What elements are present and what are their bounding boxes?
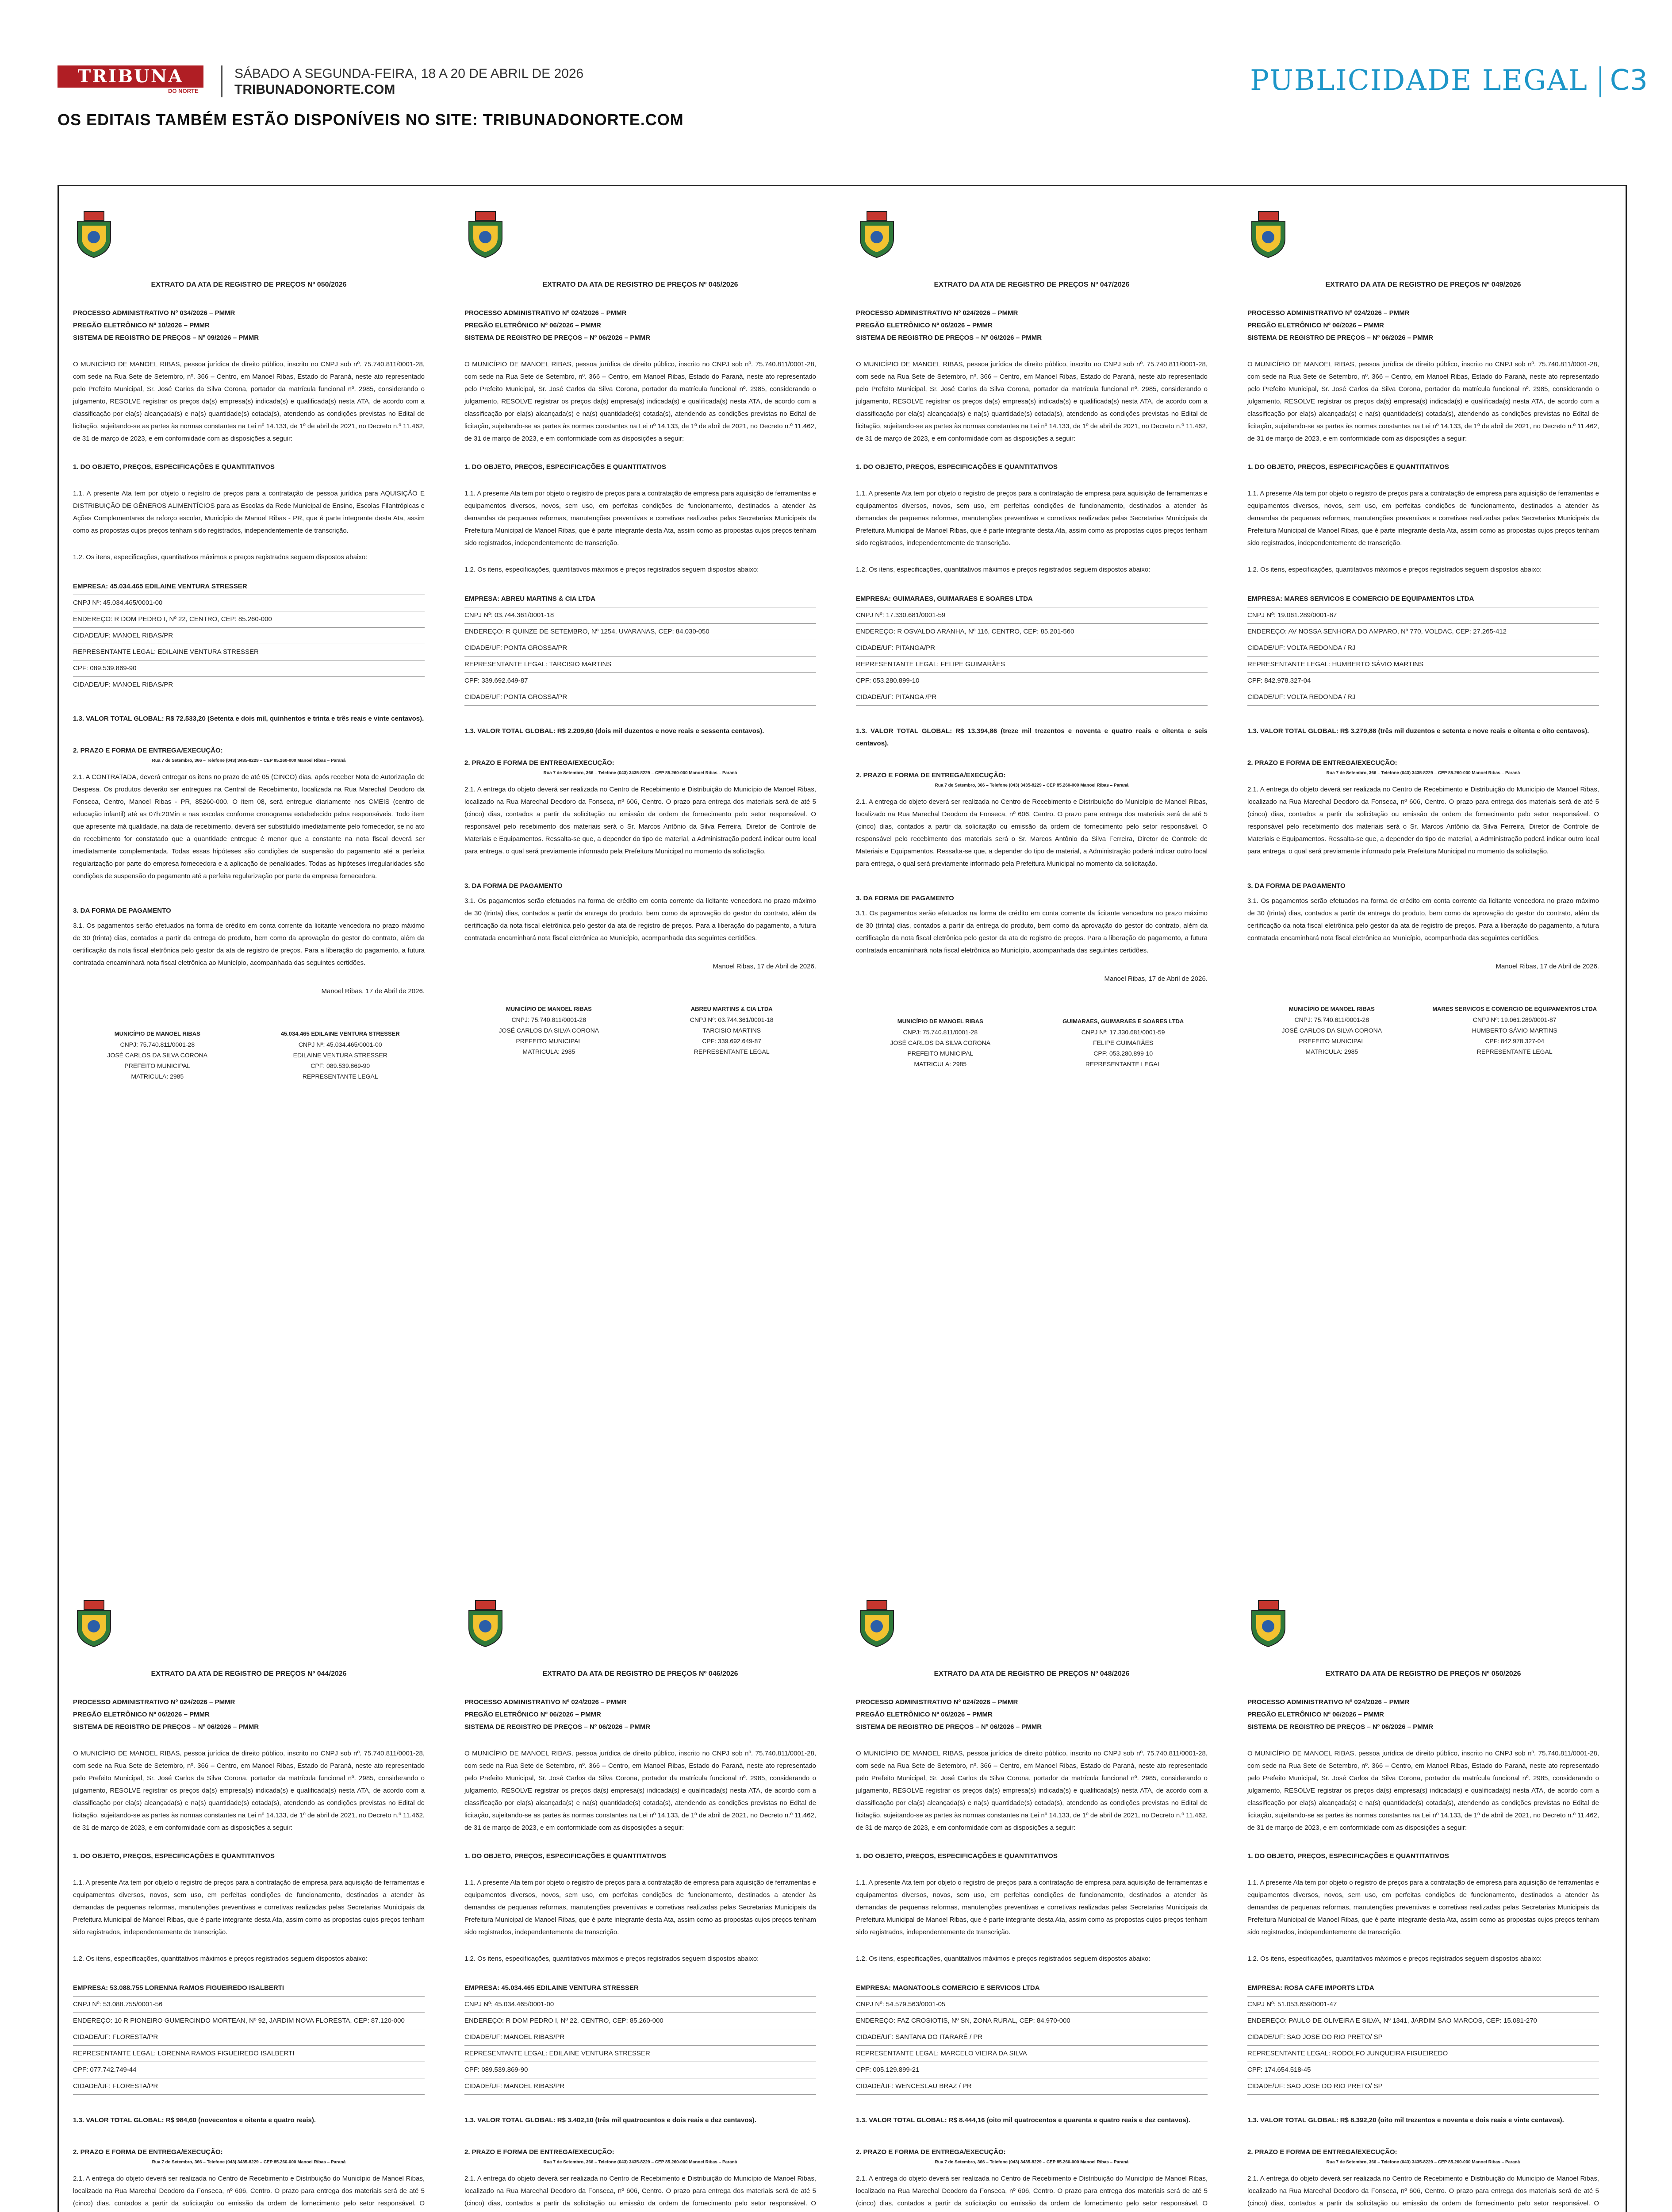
notice — [73, 208, 425, 1082]
company-cnpj: CNPJ Nº: 51.053.659/0001-47 — [1247, 1997, 1599, 2013]
delivery-address: Rua 7 de Setembro, 366 – Telefone (043) 3435-8229 – CEP 85.260-000 Manoel Ribas – Paraná — [152, 2160, 346, 2165]
items-paragraph: 1.2. Os itens, especificações, quantitativos máximos e preços registrados seguem dispostos abaixo: — [856, 566, 1150, 573]
extrato-title: EXTRATO DA ATA DE REGISTRO DE PREÇOS Nº 050/2026 — [151, 281, 347, 288]
process-number: PROCESSO ADMINISTRATIVO Nº 024/2026 – PMMR — [464, 309, 627, 317]
company-representative: REPRESENTANTE LEGAL: MARCELO VIEIRA DA SILVA — [856, 2046, 1208, 2062]
delivery-address: Rua 7 de Setembro, 366 – Telefone (043) 3435-8229 – CEP 85.260-000 Manoel Ribas – Paraná — [935, 2160, 1129, 2165]
mun-role: PREFEITO MUNICIPAL — [124, 1062, 191, 1069]
items-paragraph: 1.2. Os itens, especificações, quantitativos máximos e preços registrados seguem dispostos abaixo: — [73, 1955, 368, 1962]
notice-header — [1247, 1597, 1599, 1663]
extrato-title: EXTRATO DA ATA DE REGISTRO DE PREÇOS Nº 048/2026 — [934, 1670, 1130, 1678]
intro-paragraph: O MUNICÍPIO DE MANOEL RIBAS, pessoa jurídica de direito público, inscrito no CNPJ sob nº. 75.740.811/0001-28, com sede na Rua Sete de Setembro, nº. 366 – Centro, em Manoel Ribas, Estado do Paraná, neste ato representado pelo Prefeito Municipal, Sr. José Carlos da Silva Corona, portador da matrícula funcional nº. 2985, considerando o julgamento, RESOLVE registrar os preços da(s) empresa(s) indicada(s) e qualificada(s) nesta ATA, de acordo com a classificação por ela(s) alcançada(s) e na(s) quantidade(s) cotada(s), atendendo as condições previstas no Edital de licitação, sujeitando-se as partes às normas constantes na Lei nº 14.133, de 1º de abril de 2021, no Decreto n.º 11.462, de 31 de março de 2023, e em conformidade com as disposições a seguir: — [73, 361, 425, 442]
company-cnpj: CNPJ Nº: 03.744.361/0001-18 — [464, 607, 816, 624]
sig-company-rep: HUMBERTO SÁVIO MARTINS — [1472, 1027, 1557, 1034]
company-cpf: CPF: 174.654.518-45 — [1247, 2062, 1599, 2078]
process-number: PROCESSO ADMINISTRATIVO Nº 034/2026 – PMMR — [73, 309, 235, 317]
company-cnpj: CNPJ Nº: 53.088.755/0001-56 — [73, 1997, 425, 2013]
company-city-2: CIDADE/UF: PITANGA /PR — [856, 689, 1208, 706]
company-address: ENDEREÇO: 10 R PIONEIRO GUMERCINDO MORTEAN, Nº 92, JARDIM NOVA FLORESTA, CEP: 87.120-000 — [73, 2013, 425, 2029]
items-paragraph: 1.2. Os itens, especificações, quantitativos máximos e preços registrados seguem dispostos abaixo: — [73, 553, 368, 561]
company-representative: REPRESENTANTE LEGAL: EDILAINE VENTURA STRESSER — [464, 2046, 816, 2062]
delivery-paragraph: 2.1. A entrega do objeto deverá ser realizada no Centro de Recebimento e Distribuição do Município de Manoel Ribas, localizado na Rua Marechal Deodoro da Fonseca, nº 606, Centro. O prazo para entrega dos materiais será de até 5 (cinco) dias, contados a partir da solicitação ou emissão da ordem de fornecimento pelo setor responsável. O responsável pelo recebimento dos materiais será o Sr. Marcos Antônio da Silva Ferreira, Diretor de Controle de Materiais e Equipamentos. Ressalta-se que, a depender do tipo de material, a Administração poderá indicar outro local para entrega, o qual será previamente informado pela Prefeitura Municipal no momento da solicitação. — [1247, 786, 1599, 855]
company-block — [1247, 1980, 1599, 2095]
items-paragraph: 1.2. Os itens, especificações, quantitativos máximos e preços registrados seguem dispostos abaixo: — [1247, 1955, 1542, 1962]
signature-municipality — [1247, 1004, 1416, 1057]
total-value: 1.3. VALOR TOTAL GLOBAL: R$ 72.533,20 (Setenta e dois mil, quinhentos e trinta e três reais e vinte centavos). — [73, 715, 424, 722]
process-number: PROCESSO ADMINISTRATIVO Nº 024/2026 – PMMR — [856, 1698, 1018, 1706]
company-name: EMPRESA: GUIMARAES, GUIMARAES E SOARES LTDA — [856, 591, 1208, 607]
crest-icon — [1247, 1597, 1289, 1648]
sig-company-role: REPRESENTANTE LEGAL — [302, 1073, 378, 1080]
section-1-title: 1. DO OBJETO, PREÇOS, ESPECIFICAÇÕES E QUANTITATIVOS — [856, 463, 1058, 471]
notice — [856, 1597, 1208, 2212]
mun-cnpj: CNPJ: 75.740.811/0001-28 — [1294, 1016, 1369, 1023]
sig-company-name: MARES SERVICOS E COMERCIO DE EQUIPAMENTOS LTDA — [1432, 1006, 1597, 1012]
process-number: PROCESSO ADMINISTRATIVO Nº 024/2026 – PMMR — [464, 1698, 627, 1706]
site-link[interactable]: TRIBUNADONORTE.COM — [234, 82, 395, 97]
delivery-address: Rua 7 de Setembro, 366 – Telefone (043) 3435-8229 – CEP 85.260-000 Manoel Ribas – Paraná — [1326, 771, 1520, 776]
sig-company-cpf: CPF: 053.280.899-10 — [1093, 1050, 1153, 1057]
company-address: ENDEREÇO: R DOM PEDRO I, Nº 22, CENTRO, CEP: 85.260-000 — [73, 611, 425, 628]
srp-number: SISTEMA DE REGISTRO DE PREÇOS – Nº 06/2026 – PMMR — [856, 334, 1042, 342]
section-1-title: 1. DO OBJETO, PREÇOS, ESPECIFICAÇÕES E QUANTITATIVOS — [464, 463, 666, 471]
company-city-2: CIDADE/UF: MANOEL RIBAS/PR — [464, 2078, 816, 2095]
pregao-number: PREGÃO ELETRÔNICO Nº 06/2026 – PMMR — [1247, 1711, 1384, 1718]
pregao-number: PREGÃO ELETRÔNICO Nº 06/2026 – PMMR — [856, 322, 993, 329]
place-date: Manoel Ribas, 17 de Abril de 2026. — [713, 963, 816, 970]
total-value: 1.3. VALOR TOTAL GLOBAL: R$ 984,60 (novecentos e oitenta e quatro reais). — [73, 2116, 316, 2124]
section-1-title: 1. DO OBJETO, PREÇOS, ESPECIFICAÇÕES E QUANTITATIVOS — [1247, 1852, 1449, 1860]
process-info — [73, 1696, 425, 1733]
notice-header — [856, 208, 1208, 274]
company-city: CIDADE/UF: PONTA GROSSA/PR — [464, 640, 816, 657]
signature-company — [1430, 1004, 1599, 1057]
company-name: EMPRESA: 45.034.465 EDILAINE VENTURA STRESSER — [464, 1980, 816, 1997]
srp-number: SISTEMA DE REGISTRO DE PREÇOS – Nº 06/2026 – PMMR — [856, 1723, 1042, 1731]
place-date: Manoel Ribas, 17 de Abril de 2026. — [321, 987, 425, 995]
mun-cnpj: CNPJ: 75.740.811/0001-28 — [903, 1029, 978, 1036]
sig-company-name: 45.034.465 EDILAINE VENTURA STRESSER — [280, 1030, 400, 1037]
company-city: CIDADE/UF: MANOEL RIBAS/PR — [73, 628, 425, 644]
payment-paragraph: 3.1. Os pagamentos serão efetuados na forma de crédito em conta corrente da licitante vencedora no prazo máximo de 30 (trinta) dias, contados a partir da entrega do produto, bem como da aprovação do gestor do contrato, além da certificação da nota fiscal eletrônica pelo gestor da ata de registro de preços. Para a liberação do pagamento, a futura contratada encaminhará nota fiscal eletrônica ao Município, acompanhada das seguintes certidões. — [73, 922, 425, 967]
total-value: 1.3. VALOR TOTAL GLOBAL: R$ 3.279,88 (três mil duzentos e setenta e nove reais e oitenta e oito centavos). — [1247, 727, 1589, 735]
process-info — [464, 307, 816, 344]
notice-header — [1247, 208, 1599, 274]
section-1-title: 1. DO OBJETO, PREÇOS, ESPECIFICAÇÕES E QUANTITATIVOS — [856, 1852, 1058, 1860]
section-1-title: 1. DO OBJETO, PREÇOS, ESPECIFICAÇÕES E QUANTITATIVOS — [73, 463, 275, 471]
mun-name: MUNICÍPIO DE MANOEL RIBAS — [1289, 1006, 1375, 1012]
intro-paragraph: O MUNICÍPIO DE MANOEL RIBAS, pessoa jurídica de direito público, inscrito no CNPJ sob nº. 75.740.811/0001-28, com sede na Rua Sete de Setembro, nº. 366 – Centro, em Manoel Ribas, Estado do Paraná, neste ato representado pelo Prefeito Municipal, Sr. José Carlos da Silva Corona, portador da matrícula funcional nº. 2985, considerando o julgamento, RESOLVE registrar os preços da(s) empresa(s) indicada(s) e qualificada(s) nesta ATA, de acordo com a classificação por ela(s) alcançada(s) e na(s) quantidade(s) cotada(s), atendendo as condições previstas no Edital de licitação, sujeitando-se as partes às normas constantes na Lei nº 14.133, de 1º de abril de 2021, no Decreto n.º 11.462, de 31 de março de 2023, e em conformidade com as disposições a seguir: — [464, 361, 816, 442]
notice — [1247, 208, 1599, 1057]
sig-company-cpf: CPF: 842.978.327-04 — [1485, 1037, 1545, 1045]
signature-municipality — [73, 1029, 242, 1082]
notice-header — [73, 208, 425, 274]
object-paragraph: 1.1. A presente Ata tem por objeto o registro de preços para a contratação de empresa para aquisição de ferramentas e equipamentos diversos, novos, sem uso, em perfeitas condições de funcionamento, destinados a atender às demandas de pequenas reformas, manutenções preventivas e corretivas realizadas pelas Secretarias Municipais da Prefeitura Municipal de Manoel Ribas, que é parte integrante desta Ata, assim como as propostas cujos preços tenham sido registrados, independentemente de transcrição. — [464, 490, 816, 547]
section-title: PUBLICIDADE LEGAL — [1250, 64, 1588, 97]
mun-rep: JOSÉ CARLOS DA SILVA CORONA — [890, 1039, 991, 1046]
company-representative: REPRESENTANTE LEGAL: RODOLFO JUNQUEIRA FIGUEIREDO — [1247, 2046, 1599, 2062]
sig-company-role: REPRESENTANTE LEGAL — [1085, 1060, 1161, 1068]
srp-number: SISTEMA DE REGISTRO DE PREÇOS – Nº 06/2026 – PMMR — [464, 1723, 651, 1731]
mun-name: MUNICÍPIO DE MANOEL RIBAS — [897, 1018, 983, 1025]
sig-company-role: REPRESENTANTE LEGAL — [1476, 1048, 1553, 1055]
company-name: EMPRESA: MARES SERVICOS E COMERCIO DE EQUIPAMENTOS LTDA — [1247, 591, 1599, 607]
total-value: 1.3. VALOR TOTAL GLOBAL: R$ 8.444,16 (oito mil quatrocentos e quarenta e quatro reais e dez centavos). — [856, 2116, 1190, 2124]
section-2-title: 2. PRAZO E FORMA DE ENTREGA/EXECUÇÃO: — [1247, 2148, 1397, 2156]
process-info — [856, 1696, 1208, 1733]
mun-rep: JOSÉ CARLOS DA SILVA CORONA — [1281, 1027, 1382, 1034]
sig-company-cnpj: CNPJ Nº: 17.330.681/0001-59 — [1081, 1029, 1165, 1036]
pregao-number: PREGÃO ELETRÔNICO Nº 06/2026 – PMMR — [1247, 322, 1384, 329]
object-paragraph: 1.1. A presente Ata tem por objeto o registro de preços para a contratação de empresa para aquisição de ferramentas e equipamentos diversos, novos, sem uso, em perfeitas condições de funcionamento, destinados a atender às demandas de pequenas reformas, manutenções preventivas e corretivas realizadas pelas Secretarias Municipais da Prefeitura Municipal de Manoel Ribas, que é parte integrante desta Ata, assim como as propostas cujos preços tenham sido registrados, independentemente de transcrição. — [856, 1879, 1208, 1936]
section-3-title: 3. DA FORMA DE PAGAMENTO — [464, 882, 563, 890]
delivery-address: Rua 7 de Setembro, 366 – Telefone (043) 3435-8229 – CEP 85.260-000 Manoel Ribas – Paraná — [1326, 2160, 1520, 2165]
delivery-paragraph: 2.1. A entrega do objeto deverá ser realizada no Centro de Recebimento e Distribuição do Município de Manoel Ribas, localizado na Rua Marechal Deodoro da Fonseca, nº 606, Centro. O prazo para entrega dos materiais será de até 5 (cinco) dias, contados a partir da solicitação ou emissão da ordem de fornecimento pelo setor responsável. O — [73, 2175, 425, 2207]
company-city: CIDADE/UF: PITANGA/PR — [856, 640, 1208, 657]
items-paragraph: 1.2. Os itens, especificações, quantitativos máximos e preços registrados seguem dispostos abaixo: — [1247, 566, 1542, 573]
crest-icon — [464, 1597, 506, 1648]
crest-icon — [464, 208, 506, 259]
intro-paragraph: O MUNICÍPIO DE MANOEL RIBAS, pessoa jurídica de direito público, inscrito no CNPJ sob nº. 75.740.811/0001-28, com sede na Rua Sete de Setembro, nº. 366 – Centro, em Manoel Ribas, Estado do Paraná, neste ato representado pelo Prefeito Municipal, Sr. José Carlos da Silva Corona, portador da matrícula funcional nº. 2985, considerando o julgamento, RESOLVE registrar os preços da(s) empresa(s) indicada(s) e qualificada(s) nesta ATA, de acordo com a classificação por ela(s) alcançada(s) e na(s) quantidade(s) cotada(s), atendendo as condições previstas no Edital de licitação, sujeitando-se as partes às normas constantes na Lei nº 14.133, de 1º de abril de 2021, no Decreto n.º 11.462, de 31 de março de 2023, e em conformidade com as disposições a seguir: — [1247, 361, 1599, 442]
company-name: EMPRESA: MAGNATOOLS COMERCIO E SERVICOS LTDA — [856, 1980, 1208, 1997]
notice-header — [464, 1597, 816, 1663]
section-1-title: 1. DO OBJETO, PREÇOS, ESPECIFICAÇÕES E QUANTITATIVOS — [1247, 463, 1449, 471]
total-value: 1.3. VALOR TOTAL GLOBAL: R$ 8.392,20 (oito mil trezentos e noventa e dois reais e vinte centavos). — [1247, 2116, 1564, 2124]
company-cpf: CPF: 842.978.327-04 — [1247, 673, 1599, 689]
signature-company — [1039, 1016, 1208, 1069]
total-value: 1.3. VALOR TOTAL GLOBAL: R$ 2.209,60 (dois mil duzentos e nove reais e sessenta centavos). — [464, 727, 764, 735]
company-name: EMPRESA: 53.088.755 LORENNA RAMOS FIGUEIREDO ISALBERTI — [73, 1980, 425, 1997]
company-block — [856, 591, 1208, 706]
crest-icon — [856, 208, 898, 259]
object-paragraph: 1.1. A presente Ata tem por objeto o registro de preços para a contratação de empresa para aquisição de ferramentas e equipamentos diversos, novos, sem uso, em perfeitas condições de funcionamento, destinados a atender às demandas de pequenas reformas, manutenções preventivas e corretivas realizadas pelas Secretarias Municipais da Prefeitura Municipal de Manoel Ribas, que é parte integrante desta Ata, assim como as propostas cujos preços tenham sido registrados, independentemente de transcrição. — [1247, 1879, 1599, 1936]
process-info — [73, 307, 425, 344]
mun-role: PREFEITO MUNICIPAL — [516, 1037, 582, 1045]
company-name: EMPRESA: 45.034.465 EDILAINE VENTURA STRESSER — [73, 579, 425, 595]
section-1-title: 1. DO OBJETO, PREÇOS, ESPECIFICAÇÕES E QUANTITATIVOS — [464, 1852, 666, 1860]
company-cpf: CPF: 053.280.899-10 — [856, 673, 1208, 689]
notice — [464, 208, 816, 1057]
notice-header — [856, 1597, 1208, 1663]
process-info — [464, 1696, 816, 1733]
company-cpf: CPF: 077.742.749-44 — [73, 2062, 425, 2078]
delivery-paragraph: 2.1. A entrega do objeto deverá ser realizada no Centro de Recebimento e Distribuição do Município de Manoel Ribas, localizado na Rua Marechal Deodoro da Fonseca, nº 606, Centro. O prazo para entrega dos materiais será de até 5 (cinco) dias, contados a partir da solicitação ou emissão da ordem de fornecimento pelo setor responsável. O — [1247, 2175, 1599, 2207]
company-block — [464, 591, 816, 706]
notice-header — [73, 1597, 425, 1663]
pregao-number: PREGÃO ELETRÔNICO Nº 10/2026 – PMMR — [73, 322, 210, 329]
total-value: 1.3. VALOR TOTAL GLOBAL: R$ 3.402,10 (três mil quatrocentos e dois reais e dez centavos). — [464, 2116, 756, 2124]
company-representative: REPRESENTANTE LEGAL: HUMBERTO SÁVIO MARTINS — [1247, 657, 1599, 673]
company-cpf: CPF: 089.539.869-90 — [464, 2062, 816, 2078]
srp-number: SISTEMA DE REGISTRO DE PREÇOS – Nº 09/2026 – PMMR — [73, 334, 259, 342]
srp-number: SISTEMA DE REGISTRO DE PREÇOS – Nº 06/2026 – PMMR — [464, 334, 651, 342]
section-2-title: 2. PRAZO E FORMA DE ENTREGA/EXECUÇÃO: — [856, 772, 1006, 779]
crest-icon — [856, 1597, 898, 1648]
mun-name: MUNICÍPIO DE MANOEL RIBAS — [506, 1006, 592, 1012]
section-2-title: 2. PRAZO E FORMA DE ENTREGA/EXECUÇÃO: — [464, 2148, 614, 2156]
section-2-title: 2. PRAZO E FORMA DE ENTREGA/EXECUÇÃO: — [73, 747, 223, 754]
company-address: ENDEREÇO: R DOM PEDRO I, Nº 22, CENTRO, CEP: 85.260-000 — [464, 2013, 816, 2029]
banner-notice: OS EDITAIS TAMBÉM ESTÃO DISPONÍVEIS NO SITE: TRIBUNADONORTE.COM — [58, 111, 684, 129]
company-cpf: CPF: 339.692.649-87 — [464, 673, 816, 689]
company-representative: REPRESENTANTE LEGAL: EDILAINE VENTURA STRESSER — [73, 644, 425, 661]
place-date: Manoel Ribas, 17 de Abril de 2026. — [1104, 975, 1208, 983]
company-block — [73, 579, 425, 693]
sig-company-cpf: CPF: 339.692.649-87 — [702, 1037, 762, 1045]
extrato-title: EXTRATO DA ATA DE REGISTRO DE PREÇOS Nº 045/2026 — [542, 281, 738, 288]
object-paragraph: 1.1. A presente Ata tem por objeto o registro de preços para a contratação de empresa para aquisição de ferramentas e equipamentos diversos, novos, sem uso, em perfeitas condições de funcionamento, destinados a atender às demandas de pequenas reformas, manutenções preventivas e corretivas realizadas pelas Secretarias Municipais da Prefeitura Municipal de Manoel Ribas, que é parte integrante desta Ata, assim como as propostas cujos preços tenham sido registrados, independentemente de transcrição. — [856, 490, 1208, 547]
company-cpf: CPF: 005.129.899-21 — [856, 2062, 1208, 2078]
items-paragraph: 1.2. Os itens, especificações, quantitativos máximos e preços registrados seguem dispostos abaixo: — [464, 566, 759, 573]
mun-role: PREFEITO MUNICIPAL — [1299, 1037, 1365, 1045]
header-divider — [221, 65, 222, 97]
delivery-paragraph: 2.1. A entrega do objeto deverá ser realizada no Centro de Recebimento e Distribuição do Município de Manoel Ribas, localizado na Rua Marechal Deodoro da Fonseca, nº 606, Centro. O prazo para entrega dos materiais será de até 5 (cinco) dias, contados a partir da solicitação ou emissão da ordem de fornecimento pelo setor responsável. O responsável pelo recebimento dos materiais será o Sr. Marcos Antônio da Silva Ferreira, Diretor de Controle de Materiais e Equipamentos. Ressalta-se que, a depender do tipo de material, a Administração poderá indicar outro local para entrega, o qual será previamente informado pela Prefeitura Municipal no momento da solicitação. — [464, 786, 816, 855]
company-address: ENDEREÇO: R OSVALDO ARANHA, Nº 116, CENTRO, CEP: 85.201-560 — [856, 624, 1208, 640]
company-cnpj: CNPJ Nº: 45.034.465/0001-00 — [73, 595, 425, 611]
company-city: CIDADE/UF: FLORESTA/PR — [73, 2029, 425, 2046]
company-representative: REPRESENTANTE LEGAL: LORENNA RAMOS FIGUEIREDO ISALBERTI — [73, 2046, 425, 2062]
extrato-title: EXTRATO DA ATA DE REGISTRO DE PREÇOS Nº 044/2026 — [151, 1670, 347, 1678]
company-cnpj: CNPJ Nº: 19.061.289/0001-87 — [1247, 607, 1599, 624]
payment-paragraph: 3.1. Os pagamentos serão efetuados na forma de crédito em conta corrente da licitante vencedora no prazo máximo de 30 (trinta) dias, contados a partir da entrega do produto, bem como da aprovação do gestor do contrato, além da certificação da nota fiscal eletrônica pelo gestor da ata de registro de preços. Para a liberação do pagamento, a futura contratada encaminhará nota fiscal eletrônica ao Município, acompanhada das seguintes certidões. — [1247, 897, 1599, 942]
mun-mat: MATRICULA: 2985 — [131, 1073, 184, 1080]
signatures — [464, 1004, 816, 1057]
company-address: ENDEREÇO: FAZ CROSIOTIS, Nº SN, ZONA RURAL, CEP: 84.970-000 — [856, 2013, 1208, 2029]
delivery-paragraph: 2.1. A entrega do objeto deverá ser realizada no Centro de Recebimento e Distribuição do Município de Manoel Ribas, localizado na Rua Marechal Deodoro da Fonseca, nº 606, Centro. O prazo para entrega dos materiais será de até 5 (cinco) dias, contados a partir da solicitação ou emissão da ordem de fornecimento pelo setor responsável. O — [856, 2175, 1208, 2207]
sig-company-cnpj: CNPJ Nº: 19.061.289/0001-87 — [1473, 1016, 1557, 1023]
notice — [1247, 1597, 1599, 2212]
pregao-number: PREGÃO ELETRÔNICO Nº 06/2026 – PMMR — [464, 1711, 601, 1718]
total-value: 1.3. VALOR TOTAL GLOBAL: R$ 13.394,86 (treze mil trezentos e noventa e quatro reais e oitenta e seis centavos). — [856, 727, 1208, 747]
section-2-title: 2. PRAZO E FORMA DE ENTREGA/EXECUÇÃO: — [1247, 759, 1397, 767]
payment-paragraph: 3.1. Os pagamentos serão efetuados na forma de crédito em conta corrente da licitante vencedora no prazo máximo de 30 (trinta) dias, contados a partir da entrega do produto, bem como da aprovação do gestor do contrato, além da certificação da nota fiscal eletrônica pelo gestor da ata de registro de preços. Para a liberação do pagamento, a futura contratada encaminhará nota fiscal eletrônica ao Município, acompanhada das seguintes certidões. — [856, 910, 1208, 954]
sig-company-cnpj: CNPJ Nº: 45.034.465/0001-00 — [298, 1041, 382, 1048]
delivery-address: Rua 7 de Setembro, 366 – Telefone (043) 3435-8229 – CEP 85.260-000 Manoel Ribas – Paraná — [152, 758, 346, 763]
process-info — [856, 307, 1208, 344]
delivery-paragraph: 2.1. A entrega do objeto deverá ser realizada no Centro de Recebimento e Distribuição do Município de Manoel Ribas, localizado na Rua Marechal Deodoro da Fonseca, nº 606, Centro. O prazo para entrega dos materiais será de até 5 (cinco) dias, contados a partir da solicitação ou emissão da ordem de fornecimento pelo setor responsável. O responsável pelo recebimento dos materiais será o Sr. Marcos Antônio da Silva Ferreira, Diretor de Controle de Materiais e Equipamentos. Ressalta-se que, a depender do tipo de material, a Administração poderá indicar outro local para entrega, o qual será previamente informado pela Prefeitura Municipal no momento da solicitação. — [856, 798, 1208, 868]
company-address: ENDEREÇO: AV NOSSA SENHORA DO AMPARO, Nº 770, VOLDAC, CEP: 27.265-412 — [1247, 624, 1599, 640]
sig-company-rep: TARCISIO MARTINS — [702, 1027, 761, 1034]
logo-sub: DO NORTE — [168, 88, 199, 94]
notice — [73, 1597, 425, 2212]
company-block — [1247, 591, 1599, 706]
company-block — [73, 1980, 425, 2095]
company-address: ENDEREÇO: PAULO DE OLIVEIRA E SILVA, Nº 1341, JARDIM SAO MARCOS, CEP: 15.081-270 — [1247, 2013, 1599, 2029]
section-2-title: 2. PRAZO E FORMA DE ENTREGA/EXECUÇÃO: — [73, 2148, 223, 2156]
notice — [464, 1597, 816, 2212]
extrato-title: EXTRATO DA ATA DE REGISTRO DE PREÇOS Nº 046/2026 — [542, 1670, 738, 1678]
company-city-2: CIDADE/UF: VOLTA REDONDA / RJ — [1247, 689, 1599, 706]
process-number: PROCESSO ADMINISTRATIVO Nº 024/2026 – PMMR — [1247, 1698, 1410, 1706]
object-paragraph: 1.1. A presente Ata tem por objeto o registro de preços para a contratação de empresa para aquisição de ferramentas e equipamentos diversos, novos, sem uso, em perfeitas condições de funcionamento, destinados a atender às demandas de pequenas reformas, manutenções preventivas e corretivas realizadas pelas Secretarias Municipais da Prefeitura Municipal de Manoel Ribas, que é parte integrante desta Ata, assim como as propostas cujos preços tenham sido registrados, independentemente de transcrição. — [464, 1879, 816, 1936]
section-1-title: 1. DO OBJETO, PREÇOS, ESPECIFICAÇÕES E QUANTITATIVOS — [73, 1852, 275, 1860]
delivery-paragraph: 2.1. A CONTRATADA, deverá entregar os itens no prazo de até 05 (CINCO) dias, após receber Nota de Autorização de Despesa. Os produtos deverão ser entregues na Central de Recebimento, localizada na Rua Marechal Deodoro da Fonseca, Centro, Manoel Ribas - PR, 85260-000. O item 08, será entregue diariamente nos CMEIS (centro de educação infantil) até as 07h:20Min e nas escolas conforme cronograma estabelecido pelos responsáveis. Todo item que apresente má qualidade, na data de recebimento, deverá ser substituído imediatamente pelo fornecedor, se no ato do recebimento for constatado que a quantidade entregue é menor que a constante na nota fiscal deverá ser imediatamente complementada. Todas essas hipóteses são condições de suspensão do pagamento até a perfeita regularização por parte do empresa fornecedora e a aplicação de penalidades. Todas as hipóteses irregularidades são condições de suspensão do pagamento até a perfeita regularização por parte da empresa fornecedora. — [73, 773, 425, 880]
mun-rep: JOSÉ CARLOS DA SILVA CORONA — [107, 1052, 208, 1059]
sig-company-rep: FELIPE GUIMARÃES — [1093, 1039, 1154, 1046]
process-number: PROCESSO ADMINISTRATIVO Nº 024/2026 – PMMR — [1247, 309, 1410, 317]
company-city-2: CIDADE/UF: SAO JOSE DO RIO PRETO/ SP — [1247, 2078, 1599, 2095]
intro-paragraph: O MUNICÍPIO DE MANOEL RIBAS, pessoa jurídica de direito público, inscrito no CNPJ sob nº. 75.740.811/0001-28, com sede na Rua Sete de Setembro, nº. 366 – Centro, em Manoel Ribas, Estado do Paraná, neste ato representado pelo Prefeito Municipal, Sr. José Carlos da Silva Corona, portador da matrícula funcional nº. 2985, considerando o julgamento, RESOLVE registrar os preços da(s) empresa(s) indicada(s) e qualificada(s) nesta ATA, de acordo com a classificação por ela(s) alcançada(s) e na(s) quantidade(s) cotada(s), atendendo as condições previstas no Edital de licitação, sujeitando-se as partes às normas constantes na Lei nº 14.133, de 1º de abril de 2021, no Decreto n.º 11.462, de 31 de março de 2023, e em conformidade com as disposições a seguir: — [73, 1750, 425, 1832]
company-city: CIDADE/UF: SAO JOSE DO RIO PRETO/ SP — [1247, 2029, 1599, 2046]
process-info — [1247, 1696, 1599, 1733]
crest-icon — [73, 208, 115, 259]
tribuna-logo[interactable] — [58, 65, 203, 88]
mun-name: MUNICÍPIO DE MANOEL RIBAS — [114, 1030, 200, 1037]
srp-number: SISTEMA DE REGISTRO DE PREÇOS – Nº 06/2026 – PMMR — [73, 1723, 259, 1731]
section-3-title: 3. DA FORMA DE PAGAMENTO — [73, 907, 171, 914]
extrato-title: EXTRATO DA ATA DE REGISTRO DE PREÇOS Nº 047/2026 — [934, 281, 1130, 288]
company-city: CIDADE/UF: VOLTA REDONDA / RJ — [1247, 640, 1599, 657]
mun-rep: JOSÉ CARLOS DA SILVA CORONA — [499, 1027, 599, 1034]
company-cpf: CPF: 089.539.869-90 — [73, 661, 425, 677]
company-cnpj: CNPJ Nº: 45.034.465/0001-00 — [464, 1997, 816, 2013]
section-3-title: 3. DA FORMA DE PAGAMENTO — [1247, 882, 1346, 890]
crest-icon — [73, 1597, 115, 1648]
company-city-2: CIDADE/UF: WENCESLAU BRAZ / PR — [856, 2078, 1208, 2095]
company-city: CIDADE/UF: SANTANA DO ITARARÉ / PR — [856, 2029, 1208, 2046]
signatures — [73, 1029, 425, 1082]
signature-company — [256, 1029, 425, 1082]
page-code: C3 — [1610, 64, 1648, 97]
company-city-2: CIDADE/UF: MANOEL RIBAS/PR — [73, 677, 425, 693]
object-paragraph: 1.1. A presente Ata tem por objeto o registro de preços para a contratação de pessoa jurídica para AQUISIÇÃO E DISTRIBUIÇÃO DE GÊNEROS ALIMENTÍCIOS para as Escolas da Rede Municipal de Ensino, Escolas Filantrópicas e Ações Complementares de reforço escolar, Município de Manoel Ribas - PR, que é parte integrante desta Ata, assim como as propostas cujos preços tenham sido registrados, independentemente de transcrição. — [73, 490, 425, 534]
intro-paragraph: O MUNICÍPIO DE MANOEL RIBAS, pessoa jurídica de direito público, inscrito no CNPJ sob nº. 75.740.811/0001-28, com sede na Rua Sete de Setembro, nº. 366 – Centro, em Manoel Ribas, Estado do Paraná, neste ato representado pelo Prefeito Municipal, Sr. José Carlos da Silva Corona, portador da matrícula funcional nº. 2985, considerando o julgamento, RESOLVE registrar os preços da(s) empresa(s) indicada(s) e qualificada(s) nesta ATA, de acordo com a classificação por ela(s) alcançada(s) e na(s) quantidade(s) cotada(s), atendendo as condições previstas no Edital de licitação, sujeitando-se as partes às normas constantes na Lei nº 14.133, de 1º de abril de 2021, no Decreto n.º 11.462, de 31 de março de 2023, e em conformidade com as disposições a seguir: — [464, 1750, 816, 1832]
signature-municipality — [856, 1016, 1025, 1069]
mun-cnpj: CNPJ: 75.740.811/0001-28 — [120, 1041, 195, 1048]
page-header — [0, 0, 1672, 133]
mun-mat: MATRICULA: 2985 — [1305, 1048, 1358, 1055]
notice-header — [464, 208, 816, 274]
company-name: EMPRESA: ABREU MARTINS & CIA LTDA — [464, 591, 816, 607]
company-block — [856, 1980, 1208, 2095]
section-2-title: 2. PRAZO E FORMA DE ENTREGA/EXECUÇÃO: — [464, 759, 614, 767]
issue-date: SÁBADO A SEGUNDA-FEIRA, 18 A 20 DE ABRIL DE 2026 — [234, 66, 584, 81]
process-number: PROCESSO ADMINISTRATIVO Nº 024/2026 – PMMR — [73, 1698, 235, 1706]
items-paragraph: 1.2. Os itens, especificações, quantitativos máximos e preços registrados seguem dispostos abaixo: — [464, 1955, 759, 1962]
section-divider — [1599, 66, 1601, 97]
extrato-title: EXTRATO DA ATA DE REGISTRO DE PREÇOS Nº 049/2026 — [1325, 281, 1521, 288]
intro-paragraph: O MUNICÍPIO DE MANOEL RIBAS, pessoa jurídica de direito público, inscrito no CNPJ sob nº. 75.740.811/0001-28, com sede na Rua Sete de Setembro, nº. 366 – Centro, em Manoel Ribas, Estado do Paraná, neste ato representado pelo Prefeito Municipal, Sr. José Carlos da Silva Corona, portador da matrícula funcional nº. 2985, considerando o julgamento, RESOLVE registrar os preços da(s) empresa(s) indicada(s) e qualificada(s) nesta ATA, de acordo com a classificação por ela(s) alcançada(s) e na(s) quantidade(s) cotada(s), atendendo as condições previstas no Edital de licitação, sujeitando-se as partes às normas constantes na Lei nº 14.133, de 1º de abril de 2021, no Decreto n.º 11.462, de 31 de março de 2023, e em conformidade com as disposições a seguir: — [1247, 1750, 1599, 1832]
pregao-number: PREGÃO ELETRÔNICO Nº 06/2026 – PMMR — [856, 1711, 993, 1718]
srp-number: SISTEMA DE REGISTRO DE PREÇOS – Nº 06/2026 – PMMR — [1247, 1723, 1434, 1731]
company-city-2: CIDADE/UF: PONTA GROSSA/PR — [464, 689, 816, 706]
sig-company-cnpj: CNPJ Nº: 03.744.361/0001-18 — [690, 1016, 774, 1023]
crest-icon — [1247, 208, 1289, 259]
intro-paragraph: O MUNICÍPIO DE MANOEL RIBAS, pessoa jurídica de direito público, inscrito no CNPJ sob nº. 75.740.811/0001-28, com sede na Rua Sete de Setembro, nº. 366 – Centro, em Manoel Ribas, Estado do Paraná, neste ato representado pelo Prefeito Municipal, Sr. José Carlos da Silva Corona, portador da matrícula funcional nº. 2985, considerando o julgamento, RESOLVE registrar os preços da(s) empresa(s) indicada(s) e qualificada(s) nesta ATA, de acordo com a classificação por ela(s) alcançada(s) e na(s) quantidade(s) cotada(s), atendendo as condições previstas no Edital de licitação, sujeitando-se as partes às normas constantes na Lei nº 14.133, de 1º de abril de 2021, no Decreto n.º 11.462, de 31 de março de 2023, e em conformidade com as disposições a seguir: — [856, 1750, 1208, 1832]
mun-cnpj: CNPJ: 75.740.811/0001-28 — [511, 1016, 587, 1023]
delivery-paragraph: 2.1. A entrega do objeto deverá ser realizada no Centro de Recebimento e Distribuição do Município de Manoel Ribas, localizado na Rua Marechal Deodoro da Fonseca, nº 606, Centro. O prazo para entrega dos materiais será de até 5 (cinco) dias, contados a partir da solicitação ou emissão da ordem de fornecimento pelo setor responsável. O — [464, 2175, 816, 2207]
srp-number: SISTEMA DE REGISTRO DE PREÇOS – Nº 06/2026 – PMMR — [1247, 334, 1434, 342]
company-address: ENDEREÇO: R QUINZE DE SETEMBRO, Nº 1254, UVARANAS, CEP: 84.030-050 — [464, 624, 816, 640]
sig-company-role: REPRESENTANTE LEGAL — [694, 1048, 770, 1055]
company-name: EMPRESA: ROSA CAFE IMPORTS LTDA — [1247, 1980, 1599, 1997]
extrato-title: EXTRATO DA ATA DE REGISTRO DE PREÇOS Nº 050/2026 — [1325, 1670, 1521, 1678]
delivery-address: Rua 7 de Setembro, 366 – Telefone (043) 3435-8229 – CEP 85.260-000 Manoel Ribas – Paraná — [935, 783, 1129, 788]
object-paragraph: 1.1. A presente Ata tem por objeto o registro de preços para a contratação de empresa para aquisição de ferramentas e equipamentos diversos, novos, sem uso, em perfeitas condições de funcionamento, destinados a atender às demandas de pequenas reformas, manutenções preventivas e corretivas realizadas pelas Secretarias Municipais da Prefeitura Municipal de Manoel Ribas, que é parte integrante desta Ata, assim como as propostas cujos preços tenham sido registrados, independentemente de transcrição. — [73, 1879, 425, 1936]
sig-company-name: GUIMARAES, GUIMARAES E SOARES LTDA — [1062, 1018, 1184, 1025]
place-date: Manoel Ribas, 17 de Abril de 2026. — [1496, 963, 1599, 970]
company-city-2: CIDADE/UF: FLORESTA/PR — [73, 2078, 425, 2095]
process-info — [1247, 307, 1599, 344]
mun-mat: MATRICULA: 2985 — [914, 1060, 967, 1068]
object-paragraph: 1.1. A presente Ata tem por objeto o registro de preços para a contratação de empresa para aquisição de ferramentas e equipamentos diversos, novos, sem uso, em perfeitas condições de funcionamento, destinados a atender às demandas de pequenas reformas, manutenções preventivas e corretivas realizadas pelas Secretarias Municipais da Prefeitura Municipal de Manoel Ribas, que é parte integrante desta Ata, assim como as propostas cujos preços tenham sido registrados, independentemente de transcrição. — [1247, 490, 1599, 547]
company-block — [464, 1980, 816, 2095]
mun-role: PREFEITO MUNICIPAL — [907, 1050, 974, 1057]
sig-company-name: ABREU MARTINS & CIA LTDA — [690, 1006, 773, 1012]
sig-company-cpf: CPF: 089.539.869-90 — [311, 1062, 370, 1069]
logo-text: TRIBUNA — [77, 66, 184, 87]
items-paragraph: 1.2. Os itens, especificações, quantitativos máximos e preços registrados seguem dispostos abaixo: — [856, 1955, 1150, 1962]
sig-company-rep: EDILAINE VENTURA STRESSER — [293, 1052, 387, 1059]
signature-municipality — [464, 1004, 633, 1057]
delivery-address: Rua 7 de Setembro, 366 – Telefone (043) 3435-8229 – CEP 85.260-000 Manoel Ribas – Paraná — [543, 2160, 737, 2165]
company-representative: REPRESENTANTE LEGAL: FELIPE GUIMARÃES — [856, 657, 1208, 673]
signatures — [1247, 1004, 1599, 1057]
company-city: CIDADE/UF: MANOEL RIBAS/PR — [464, 2029, 816, 2046]
mun-mat: MATRICULA: 2985 — [522, 1048, 575, 1055]
signature-company — [647, 1004, 816, 1057]
intro-paragraph: O MUNICÍPIO DE MANOEL RIBAS, pessoa jurídica de direito público, inscrito no CNPJ sob nº. 75.740.811/0001-28, com sede na Rua Sete de Setembro, nº. 366 – Centro, em Manoel Ribas, Estado do Paraná, neste ato representado pelo Prefeito Municipal, Sr. José Carlos da Silva Corona, portador da matrícula funcional nº. 2985, considerando o julgamento, RESOLVE registrar os preços da(s) empresa(s) indicada(s) e qualificada(s) nesta ATA, de acordo com a classificação por ela(s) alcançada(s) e na(s) quantidade(s) cotada(s), atendendo as condições previstas no Edital de licitação, sujeitando-se as partes às normas constantes na Lei nº 14.133, de 1º de abril de 2021, no Decreto n.º 11.462, de 31 de março de 2023, e em conformidade com as disposições a seguir: — [856, 361, 1208, 442]
section-2-title: 2. PRAZO E FORMA DE ENTREGA/EXECUÇÃO: — [856, 2148, 1006, 2156]
pregao-number: PREGÃO ELETRÔNICO Nº 06/2026 – PMMR — [464, 322, 601, 329]
section-3-title: 3. DA FORMA DE PAGAMENTO — [856, 895, 954, 902]
delivery-address: Rua 7 de Setembro, 366 – Telefone (043) 3435-8229 – CEP 85.260-000 Manoel Ribas – Paraná — [543, 771, 737, 776]
company-representative: REPRESENTANTE LEGAL: TARCISIO MARTINS — [464, 657, 816, 673]
company-cnpj: CNPJ Nº: 17.330.681/0001-59 — [856, 607, 1208, 624]
payment-paragraph: 3.1. Os pagamentos serão efetuados na forma de crédito em conta corrente da licitante vencedora no prazo máximo de 30 (trinta) dias, contados a partir da entrega do produto, bem como da aprovação do gestor do contrato, além da certificação da nota fiscal eletrônica pelo gestor da ata de registro de preços. Para a liberação do pagamento, a futura contratada encaminhará nota fiscal eletrônica ao Município, acompanhada das seguintes certidões. — [464, 897, 816, 942]
pregao-number: PREGÃO ELETRÔNICO Nº 06/2026 – PMMR — [73, 1711, 210, 1718]
process-number: PROCESSO ADMINISTRATIVO Nº 024/2026 – PMMR — [856, 309, 1018, 317]
notice — [856, 208, 1208, 1069]
company-cnpj: CNPJ Nº: 54.579.563/0001-05 — [856, 1997, 1208, 2013]
signatures — [856, 1016, 1208, 1069]
